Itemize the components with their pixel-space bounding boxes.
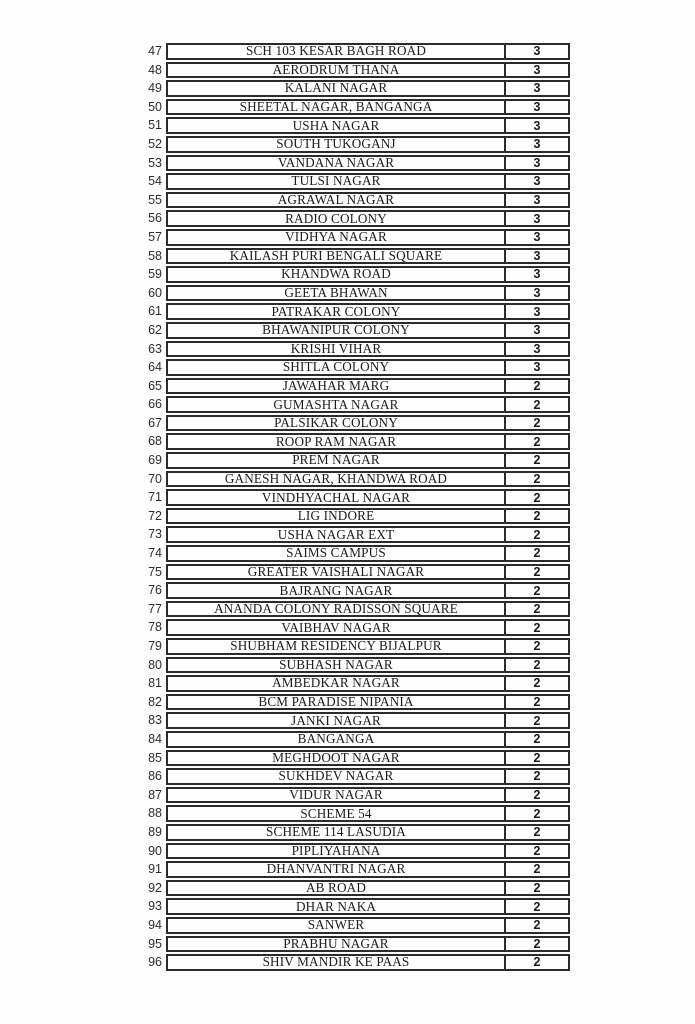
row-rank: 85 bbox=[148, 750, 162, 765]
row-rank: 57 bbox=[148, 229, 162, 244]
row-location: TULSI NAGAR bbox=[166, 173, 506, 190]
row-location: DHANVANTRI NAGAR bbox=[166, 861, 506, 878]
row-count: 2 bbox=[504, 787, 570, 804]
row-location: USHA NAGAR EXT bbox=[166, 526, 506, 543]
table-row bbox=[0, 303, 570, 320]
row-rank: 82 bbox=[148, 694, 162, 709]
row-location: PREM NAGAR bbox=[166, 452, 506, 469]
row-count: 3 bbox=[504, 266, 570, 283]
table-row bbox=[0, 359, 570, 376]
row-location: KRISHI VIHAR bbox=[166, 341, 506, 358]
row-location: PATRAKAR COLONY bbox=[166, 303, 506, 320]
row-count: 3 bbox=[504, 303, 570, 320]
row-location: SHEETAL NAGAR, BANGANGA bbox=[166, 99, 506, 116]
table-row bbox=[0, 917, 570, 934]
row-count: 3 bbox=[504, 210, 570, 227]
table-row bbox=[0, 843, 570, 860]
row-rank: 90 bbox=[148, 843, 162, 858]
row-count: 3 bbox=[504, 43, 570, 60]
table-row bbox=[0, 266, 570, 283]
row-location: SCHEME 114 LASUDIA bbox=[166, 824, 506, 841]
row-rank: 96 bbox=[148, 955, 162, 970]
table-row bbox=[0, 750, 570, 767]
row-count: 2 bbox=[504, 471, 570, 488]
row-count: 2 bbox=[504, 489, 570, 506]
row-count: 3 bbox=[504, 192, 570, 209]
row-count: 3 bbox=[504, 359, 570, 376]
row-rank: 55 bbox=[148, 192, 162, 207]
row-rank: 95 bbox=[148, 936, 162, 951]
row-count: 3 bbox=[504, 322, 570, 339]
row-location: SOUTH TUKOGANJ bbox=[166, 136, 506, 153]
row-location: VANDANA NAGAR bbox=[166, 155, 506, 172]
row-rank: 47 bbox=[148, 44, 162, 58]
table-row bbox=[0, 712, 570, 729]
row-location: VINDHYACHAL NAGAR bbox=[166, 489, 506, 506]
table-row bbox=[0, 880, 570, 897]
table-row bbox=[0, 526, 570, 543]
row-location: PALSIKAR COLONY bbox=[166, 415, 506, 432]
row-rank: 83 bbox=[148, 713, 162, 728]
row-location: VIDHYA NAGAR bbox=[166, 229, 506, 246]
row-rank: 89 bbox=[148, 824, 162, 839]
row-rank: 78 bbox=[148, 620, 162, 635]
table-row bbox=[0, 564, 570, 581]
row-location: BHAWANIPUR COLONY bbox=[166, 322, 506, 339]
row-count: 2 bbox=[504, 805, 570, 822]
table-row bbox=[0, 768, 570, 785]
row-rank: 59 bbox=[148, 267, 162, 282]
locations-table bbox=[0, 43, 570, 973]
row-rank: 86 bbox=[148, 769, 162, 784]
row-count: 2 bbox=[504, 824, 570, 841]
row-count: 2 bbox=[504, 452, 570, 469]
row-rank: 54 bbox=[148, 174, 162, 189]
row-count: 3 bbox=[504, 99, 570, 116]
table-row bbox=[0, 285, 570, 302]
row-location: GANESH NAGAR, KHANDWA ROAD bbox=[166, 471, 506, 488]
row-location: GUMASHTA NAGAR bbox=[166, 396, 506, 413]
row-location: AB ROAD bbox=[166, 880, 506, 897]
row-location: SCH 103 KESAR BAGH ROAD bbox=[166, 43, 506, 60]
row-rank: 51 bbox=[148, 118, 162, 133]
row-count: 2 bbox=[504, 917, 570, 934]
row-location: GEETA BHAWAN bbox=[166, 285, 506, 302]
row-location: ROOP RAM NAGAR bbox=[166, 433, 506, 450]
row-rank: 67 bbox=[148, 415, 162, 430]
table-row bbox=[0, 378, 570, 395]
row-count: 2 bbox=[504, 564, 570, 581]
table-row bbox=[0, 936, 570, 953]
row-location: JAWAHAR MARG bbox=[166, 378, 506, 395]
row-count: 2 bbox=[504, 880, 570, 897]
row-location: SHUBHAM RESIDENCY BIJALPUR bbox=[166, 638, 506, 655]
table-row bbox=[0, 508, 570, 525]
row-location: VAIBHAV NAGAR bbox=[166, 619, 506, 636]
row-location: AERODRUM THANA bbox=[166, 62, 506, 79]
row-count: 2 bbox=[504, 545, 570, 562]
row-count: 3 bbox=[504, 173, 570, 190]
table-row bbox=[0, 396, 570, 413]
row-count: 2 bbox=[504, 731, 570, 748]
row-location: KHANDWA ROAD bbox=[166, 266, 506, 283]
row-location: KAILASH PURI BENGALI SQUARE bbox=[166, 248, 506, 265]
row-rank: 48 bbox=[148, 62, 162, 77]
table-row bbox=[0, 582, 570, 599]
row-rank: 87 bbox=[148, 787, 162, 802]
table-row bbox=[0, 433, 570, 450]
table-row bbox=[0, 619, 570, 636]
table-row bbox=[0, 248, 570, 265]
row-count: 2 bbox=[504, 675, 570, 692]
table-row bbox=[0, 80, 570, 97]
row-rank: 91 bbox=[148, 862, 162, 877]
row-count: 3 bbox=[504, 341, 570, 358]
table-row bbox=[0, 861, 570, 878]
row-count: 3 bbox=[504, 80, 570, 97]
row-location: DHAR NAKA bbox=[166, 898, 506, 915]
row-rank: 50 bbox=[148, 99, 162, 114]
row-location: GREATER VAISHALI NAGAR bbox=[166, 564, 506, 581]
row-rank: 56 bbox=[148, 211, 162, 226]
table-row bbox=[0, 173, 570, 190]
row-rank: 74 bbox=[148, 546, 162, 561]
row-location: BANGANGA bbox=[166, 731, 506, 748]
table-row bbox=[0, 805, 570, 822]
row-count: 2 bbox=[504, 712, 570, 729]
table-row bbox=[0, 99, 570, 116]
row-location: RADIO COLONY bbox=[166, 210, 506, 227]
row-count: 2 bbox=[504, 378, 570, 395]
table-row bbox=[0, 638, 570, 655]
row-location: JANKI NAGAR bbox=[166, 712, 506, 729]
row-rank: 94 bbox=[148, 917, 162, 932]
row-location: AGRAWAL NAGAR bbox=[166, 192, 506, 209]
table-row bbox=[0, 545, 570, 562]
row-rank: 79 bbox=[148, 639, 162, 653]
row-rank: 93 bbox=[148, 899, 162, 914]
row-rank: 81 bbox=[148, 676, 162, 691]
row-count: 3 bbox=[504, 285, 570, 302]
row-count: 3 bbox=[504, 62, 570, 79]
row-rank: 49 bbox=[148, 81, 162, 96]
row-count: 2 bbox=[504, 694, 570, 711]
table-row bbox=[0, 341, 570, 358]
row-rank: 62 bbox=[148, 322, 162, 337]
row-location: BCM PARADISE NIPANIA bbox=[166, 694, 506, 711]
row-location: PRABHU NAGAR bbox=[166, 936, 506, 953]
row-location: SUKHDEV NAGAR bbox=[166, 768, 506, 785]
row-count: 2 bbox=[504, 750, 570, 767]
row-count: 2 bbox=[504, 601, 570, 618]
row-rank: 63 bbox=[148, 341, 162, 356]
row-count: 2 bbox=[504, 843, 570, 860]
row-count: 2 bbox=[504, 433, 570, 450]
table-row bbox=[0, 210, 570, 227]
row-count: 2 bbox=[504, 396, 570, 413]
table-row bbox=[0, 694, 570, 711]
row-count: 2 bbox=[504, 582, 570, 599]
row-location: SHIV MANDIR KE PAAS bbox=[166, 954, 506, 971]
row-count: 2 bbox=[504, 638, 570, 655]
row-count: 2 bbox=[504, 526, 570, 543]
row-count: 2 bbox=[504, 936, 570, 953]
row-location: VIDUR NAGAR bbox=[166, 787, 506, 804]
row-count: 2 bbox=[504, 619, 570, 636]
row-location: LIG INDORE bbox=[166, 508, 506, 525]
table-row bbox=[0, 824, 570, 841]
row-location: AMBEDKAR NAGAR bbox=[166, 675, 506, 692]
row-rank: 58 bbox=[148, 248, 162, 263]
row-location: SCHEME 54 bbox=[166, 805, 506, 822]
table-row bbox=[0, 322, 570, 339]
table-row bbox=[0, 43, 570, 60]
table-row bbox=[0, 62, 570, 79]
table-row bbox=[0, 675, 570, 692]
row-location: ANANDA COLONY RADISSON SQUARE bbox=[166, 601, 506, 618]
row-count: 2 bbox=[504, 768, 570, 785]
row-rank: 60 bbox=[148, 285, 162, 300]
table-row bbox=[0, 136, 570, 153]
row-rank: 64 bbox=[148, 360, 162, 375]
table-row bbox=[0, 415, 570, 432]
row-count: 3 bbox=[504, 155, 570, 172]
row-rank: 72 bbox=[148, 508, 162, 523]
row-rank: 73 bbox=[148, 527, 162, 542]
row-count: 2 bbox=[504, 861, 570, 878]
row-location: SANWER bbox=[166, 917, 506, 934]
row-rank: 65 bbox=[148, 378, 162, 393]
table-row bbox=[0, 155, 570, 172]
row-count: 2 bbox=[504, 415, 570, 432]
table-row bbox=[0, 657, 570, 674]
row-count: 2 bbox=[504, 508, 570, 525]
table-row bbox=[0, 471, 570, 488]
row-rank: 70 bbox=[148, 471, 162, 486]
table-row bbox=[0, 898, 570, 915]
table-row bbox=[0, 601, 570, 618]
row-count: 3 bbox=[504, 136, 570, 153]
row-location: PIPLIYAHANA bbox=[166, 843, 506, 860]
row-rank: 68 bbox=[148, 434, 162, 449]
row-count: 3 bbox=[504, 117, 570, 134]
row-location: BAJRANG NAGAR bbox=[166, 582, 506, 599]
table-row bbox=[0, 117, 570, 134]
row-rank: 84 bbox=[148, 731, 162, 746]
row-rank: 52 bbox=[148, 136, 162, 151]
row-location: SAIMS CAMPUS bbox=[166, 545, 506, 562]
row-rank: 88 bbox=[148, 806, 162, 821]
table-row bbox=[0, 229, 570, 246]
row-count: 2 bbox=[504, 657, 570, 674]
row-rank: 76 bbox=[148, 583, 162, 598]
row-rank: 92 bbox=[148, 880, 162, 895]
table-row bbox=[0, 787, 570, 804]
row-location: SHITLA COLONY bbox=[166, 359, 506, 376]
row-rank: 71 bbox=[148, 490, 162, 505]
row-location: KALANI NAGAR bbox=[166, 80, 506, 97]
row-rank: 69 bbox=[148, 453, 162, 468]
row-rank: 61 bbox=[148, 304, 162, 319]
row-count: 3 bbox=[504, 229, 570, 246]
row-rank: 66 bbox=[148, 397, 162, 412]
table-row bbox=[0, 192, 570, 209]
row-location: MEGHDOOT NAGAR bbox=[166, 750, 506, 767]
row-count: 2 bbox=[504, 954, 570, 971]
table-row bbox=[0, 489, 570, 506]
table-row bbox=[0, 731, 570, 748]
row-location: USHA NAGAR bbox=[166, 117, 506, 134]
table-row bbox=[0, 954, 570, 971]
row-count: 3 bbox=[504, 248, 570, 265]
row-rank: 80 bbox=[148, 657, 162, 672]
row-rank: 53 bbox=[148, 155, 162, 170]
row-count: 2 bbox=[504, 898, 570, 915]
row-rank: 75 bbox=[148, 564, 162, 579]
row-rank: 77 bbox=[148, 601, 162, 616]
table-row bbox=[0, 452, 570, 469]
row-location: SUBHASH NAGAR bbox=[166, 657, 506, 674]
